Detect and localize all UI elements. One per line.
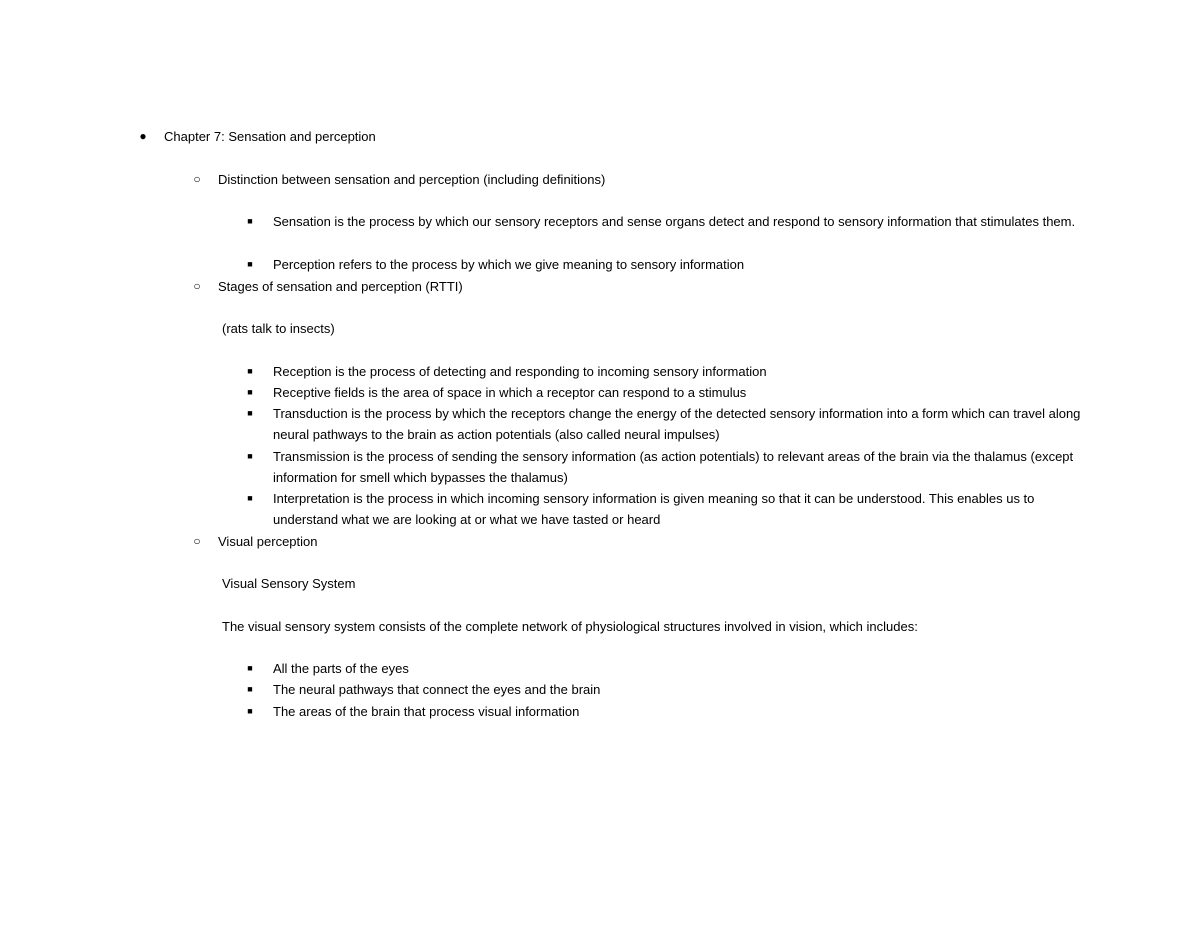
list-item-receptive-fields: Receptive fields is the area of space in which a receptor can respond to a stimulus (273, 385, 747, 400)
item-bullet: ■ (247, 451, 253, 461)
paragraph-visual-system: The visual sensory system consists of the complete network of physiological structures involved in vision, which includes: (222, 619, 918, 634)
section-bullet: ○ (193, 172, 201, 186)
section-title-distinction: Distinction between sensation and perception (including definitions) (218, 172, 606, 187)
list-item-sensation: Sensation is the process by which our sensory receptors and sense organs detect and respond to sensory information that stimulates them. (273, 214, 1076, 229)
list-item-brain-areas: The areas of the brain that process visual information (273, 704, 580, 719)
list-item-transduction: Transduction is the process by which the receptors change the energy of the detected sensory information into a form which can travel along neural pathways to the brain as action potentials (also called neural impulses) (273, 406, 1081, 442)
item-bullet: ■ (247, 663, 253, 673)
item-bullet: ■ (247, 387, 253, 397)
heading-bullet: ● (139, 129, 147, 143)
list-item-transmission: Transmission is the process of sending the sensory information (as action potentials) to relevant areas of the brain via the thalamus (except information for smell which bypasses the thalamus) (273, 449, 1074, 485)
list-item-neural-pathways: The neural pathways that connect the eyes and the brain (273, 682, 601, 697)
chapter-heading: Chapter 7: Sensation and perception (164, 129, 376, 144)
item-bullet: ■ (247, 366, 253, 376)
item-bullet: ■ (247, 706, 253, 716)
item-bullet: ■ (247, 408, 253, 418)
list-item-reception: Reception is the process of detecting and responding to incoming sensory information (273, 364, 767, 379)
list-item-eyes: All the parts of the eyes (273, 661, 409, 676)
item-bullet: ■ (247, 684, 253, 694)
mnemonic-note: (rats talk to insects) (222, 321, 335, 336)
subheading-visual-sensory-system: Visual Sensory System (222, 576, 356, 591)
section-title-stages: Stages of sensation and perception (RTTI) (218, 279, 463, 294)
section-bullet: ○ (193, 279, 201, 293)
item-bullet: ■ (247, 493, 253, 503)
list-item-perception: Perception refers to the process by which we give meaning to sensory information (273, 257, 745, 272)
list-item-interpretation: Interpretation is the process in which incoming sensory information is given meaning so that it can be understood. This enables us to understand what we are looking at or what we have tasted or heard (273, 491, 1035, 527)
item-bullet: ■ (247, 216, 253, 226)
section-title-visual-perception: Visual perception (218, 534, 318, 549)
section-bullet: ○ (193, 534, 201, 548)
item-bullet: ■ (247, 259, 253, 269)
